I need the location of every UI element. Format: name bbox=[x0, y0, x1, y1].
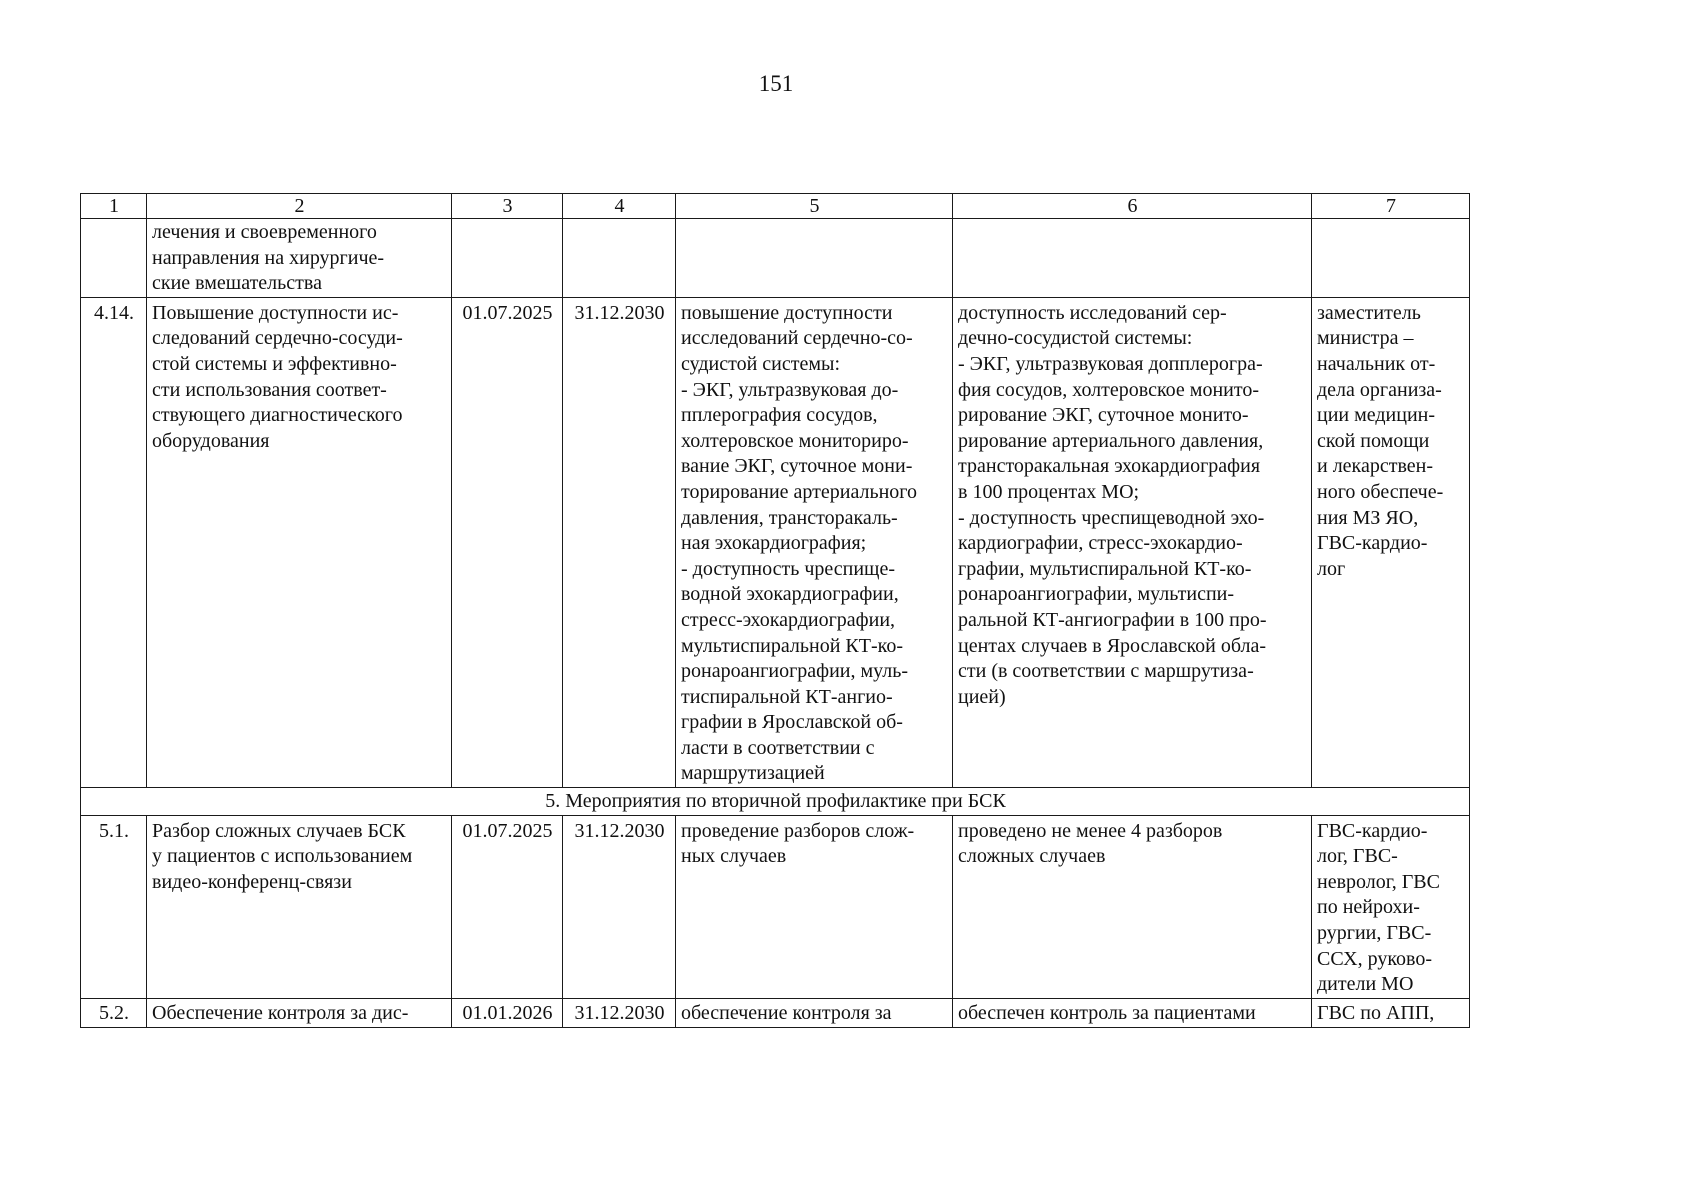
start-date: 01.07.2025 bbox=[452, 297, 563, 787]
column-header-1: 1 bbox=[81, 194, 147, 219]
indicator: доступность исследований сер- дечно-сосудистой системы: - ЭКГ, ультразвуковая допплерогра- фия сосудов, холтеровское монито- рирование ЭКГ, суточное монито- рирование артериального давления, трансторакальная эхокардиография в 100 процентах МО; - доступность чреспищеводной эхо- кардиографии, стресс-эхокардио- графии, мультиспиральной КТ-ко- ронароангиографии, мультиспи- ральной КТ-ангиографии в 100 про- центах случаев в Ярославской обла- сти (в соответствии с маршрутиза- цией) bbox=[953, 297, 1312, 787]
measure-name: Обеспечение контроля за дис- bbox=[147, 998, 452, 1027]
continuation-num-cell bbox=[81, 219, 147, 298]
expected-result: обеспечение контроля за bbox=[676, 998, 953, 1027]
table-header-row bbox=[81, 194, 1470, 219]
continuation-start-cell bbox=[452, 219, 563, 298]
section-title: 5. Мероприятия по вторичной профилактике при БСК bbox=[81, 788, 1470, 816]
continuation-end-cell bbox=[563, 219, 676, 298]
expected-result: проведение разборов слож- ных случаев bbox=[676, 815, 953, 998]
column-header-5: 5 bbox=[676, 194, 953, 219]
column-header-2: 2 bbox=[147, 194, 452, 219]
start-date: 01.01.2026 bbox=[452, 998, 563, 1027]
column-header-4: 4 bbox=[563, 194, 676, 219]
measure-name: Повышение доступности ис- следований сердечно-сосуди- стой системы и эффективно- сти использования соответ- ствующего диагностического оборудования bbox=[147, 297, 452, 787]
continuation-responsible-cell bbox=[1312, 219, 1470, 298]
continuation-name-cell: лечения и своевременного направления на хирургиче- ские вмешательства bbox=[147, 219, 452, 298]
page-number: 151 bbox=[758, 71, 794, 96]
table-row bbox=[81, 297, 1470, 787]
table-row bbox=[81, 815, 1470, 998]
continuation-result-cell bbox=[676, 219, 953, 298]
column-header-3: 3 bbox=[452, 194, 563, 219]
row-number: 4.14. bbox=[81, 297, 147, 787]
end-date: 31.12.2030 bbox=[563, 815, 676, 998]
table-row bbox=[81, 998, 1470, 1027]
section-row bbox=[81, 788, 1470, 816]
indicator: обеспечен контроль за пациентами bbox=[953, 998, 1312, 1027]
indicator: проведено не менее 4 разборов сложных случаев bbox=[953, 815, 1312, 998]
end-date: 31.12.2030 bbox=[563, 297, 676, 787]
column-header-6: 6 bbox=[953, 194, 1312, 219]
expected-result: повышение доступности исследований сердечно-со- судистой системы: - ЭКГ, ультразвуковая до- пплерография сосудов, холтеровское мониториро- вание ЭКГ, суточное мони- торирование артериального давления, трансторакаль- ная эхокардиография; - доступность чреспище- водной эхокардиографии, стресс-эхокардиографии, мультиспиральной КТ-ко- ронароангиографии, муль- тиспиральной КТ-ангио- графии в Ярославской об- ласти в соответствии с маршрутизацией bbox=[676, 297, 953, 787]
measures-table bbox=[80, 193, 1470, 1028]
column-header-7: 7 bbox=[1312, 194, 1470, 219]
continuation-indicator-cell bbox=[953, 219, 1312, 298]
responsible: заместитель министра – начальник от- дела организа- ции медицин- ской помощи и лекарствен- ного обеспече- ния МЗ ЯО, ГВС-кардио- лог bbox=[1312, 297, 1470, 787]
row-number: 5.1. bbox=[81, 815, 147, 998]
responsible: ГВС по АПП, bbox=[1312, 998, 1470, 1027]
measure-name: Разбор сложных случаев БСК у пациентов с использованием видео-конференц-связи bbox=[147, 815, 452, 998]
end-date: 31.12.2030 bbox=[563, 998, 676, 1027]
start-date: 01.07.2025 bbox=[452, 815, 563, 998]
responsible: ГВС-кардио- лог, ГВС- невролог, ГВС по нейрохи- рургии, ГВС- ССХ, руково- дители МО bbox=[1312, 815, 1470, 998]
table-row-continuation bbox=[81, 219, 1470, 298]
row-number: 5.2. bbox=[81, 998, 147, 1027]
